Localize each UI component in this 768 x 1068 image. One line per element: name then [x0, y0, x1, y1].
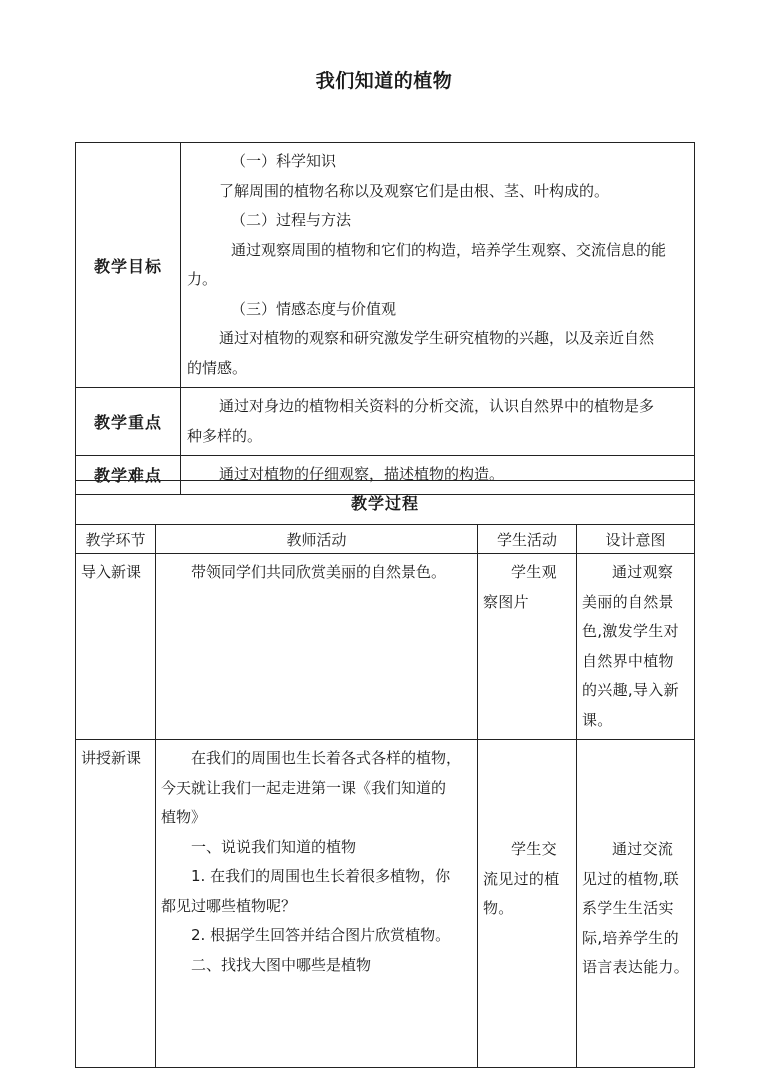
teacher-line: 1. 在我们的周围也生长着很多植物，你 [191, 867, 451, 885]
stage-cell [76, 740, 156, 1068]
difficulties-text: 通过对植物的仔细观察，描述植物的构造。 [219, 465, 505, 483]
teacher-line: 都见过哪些植物呢？ [161, 896, 297, 915]
student-line: 流见过的植 [483, 869, 560, 888]
design-line: 自然界中植物 [582, 651, 674, 670]
design-line: 的兴趣,导入新 [582, 681, 679, 699]
key-points-text: 通过对身边的植物相关资料的分析交流，认识自然界中的植物是多 [219, 397, 655, 415]
difficulties-label: 教学难点 [76, 456, 181, 495]
teacher-line: 带领同学们共同欣赏美丽的自然景色。 [191, 563, 447, 581]
process-title: 教学过程 [76, 481, 695, 525]
header-stage: 教学环节 [76, 525, 156, 554]
objective-text-attitude-cont: 的情感。 [187, 358, 248, 377]
page-title: 我们知道的植物 [315, 70, 453, 92]
student-line: 察图片 [483, 592, 529, 611]
design-line: 美丽的自然景 [582, 592, 674, 611]
process-row-intro [76, 554, 695, 740]
objective-heading-attitude: （三）情感态度与价值观 [231, 299, 397, 318]
design-line: 见过的植物,联 [582, 869, 679, 888]
design-line: 通过观察 [612, 563, 674, 581]
student-cell [478, 740, 577, 1068]
process-row-lecture [76, 740, 695, 1068]
objectives-label: 教学目标 [76, 143, 181, 388]
student-line: 物。 [483, 899, 514, 917]
stage-label: 讲授新课 [81, 749, 142, 767]
objective-text-process-cont: 力。 [187, 270, 218, 288]
process-title-row [76, 481, 695, 525]
process-header-row [76, 525, 695, 554]
design-line: 课。 [582, 710, 613, 729]
objective-text-process: 通过观察周围的植物和它们的构造，培养学生观察、交流信息的能 [231, 240, 667, 259]
objectives-row [76, 143, 695, 388]
key-points-content [181, 388, 695, 456]
objective-heading-process: （二）过程与方法 [231, 211, 352, 229]
student-line: 学生交 [511, 840, 557, 858]
objectives-table [75, 142, 695, 495]
design-cell [577, 740, 695, 1068]
objective-text-knowledge: 了解周围的植物名称以及观察它们是由根、茎、叶构成的。 [219, 181, 610, 200]
design-line: 际,培养学生的 [582, 928, 679, 947]
teacher-cell [156, 554, 478, 740]
teacher-line: 一、说说我们知道的植物 [191, 837, 357, 856]
key-points-label: 教学重点 [76, 388, 181, 456]
stage-cell [76, 554, 156, 740]
process-table [75, 480, 695, 1068]
teacher-line: 二、找找大图中哪些是植物 [191, 955, 372, 974]
design-line: 语言表达能力。 [582, 958, 690, 976]
teacher-line: 植物》 [161, 808, 207, 826]
stage-label: 导入新课 [81, 563, 142, 581]
objectives-content [181, 143, 695, 388]
design-line: 色,激发学生对 [582, 622, 679, 640]
student-cell [478, 554, 577, 740]
objective-text-attitude: 通过对植物的观察和研究激发学生研究植物的兴趣，以及亲近自然 [219, 329, 655, 347]
design-line: 系学生生活实 [582, 899, 674, 917]
header-design: 设计意图 [577, 525, 695, 554]
teacher-line: 今天就让我们一起走进第一课《我们知道的 [161, 778, 447, 797]
key-points-text-cont: 种多样的。 [187, 426, 263, 445]
objective-heading-knowledge: （一）科学知识 [231, 152, 337, 170]
header-student: 学生活动 [478, 525, 577, 554]
student-line: 学生观 [511, 563, 557, 581]
design-line: 通过交流 [612, 840, 674, 858]
teacher-line: 在我们的周围也生长着各式各样的植物， [191, 749, 462, 767]
teacher-line: 2. 根据学生回答并结合图片欣赏植物。 [191, 926, 451, 944]
teacher-cell [156, 740, 478, 1068]
design-cell [577, 554, 695, 740]
key-points-row [76, 388, 695, 456]
header-teacher: 教师活动 [156, 525, 478, 554]
